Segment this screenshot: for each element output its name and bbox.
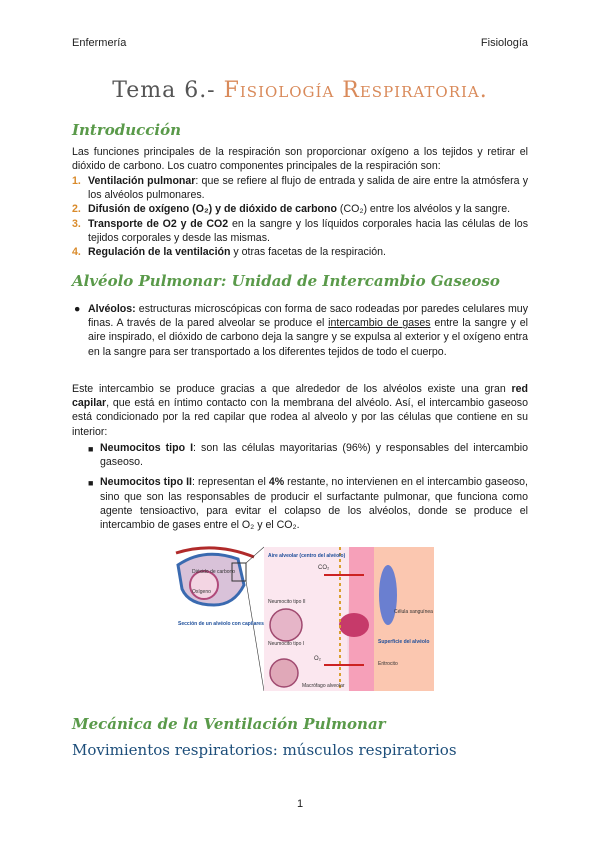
label-eritrocito: Eritrocito: [378, 661, 398, 667]
label-superficie: Superficie del alvéolo: [378, 639, 430, 645]
neumocito-ii-shape: [270, 609, 302, 641]
header-right: Fisiología: [480, 37, 528, 49]
bullet-text: entre la sangre y el aire inspirado, el dióxido de carbono deja la sangre y se expulsa al exterior y el oxígeno entra en la sangre para ser transportado a los diferentes tejidos de todo el cuerpo.: [88, 317, 529, 358]
intro-heading: Introducción: [72, 121, 182, 139]
bullet-bold: Alvéolos:: [88, 303, 136, 315]
list-number: 2.: [72, 203, 81, 216]
list-item-text: y otras facetas de la respiración.: [230, 246, 386, 259]
list-number: 1.: [72, 175, 81, 187]
list-item: [72, 217, 528, 245]
list-item-bold: Transporte de O2 y de CO2: [88, 217, 229, 230]
movimientos-heading: Movimientos respiratorios: músculos respiratorios: [72, 741, 457, 759]
label-macrofago: Macrófago alveolar: [302, 683, 345, 689]
list-number: 4.: [72, 246, 81, 259]
sub-bold: Neumocitos tipo II: [100, 476, 192, 489]
list-item-text: : que se refiere al flujo de entrada y salida de aire entre la atmósfera y los alvéolos pulmonares.: [88, 175, 528, 202]
label-neumocito2: Neumocito tipo II: [268, 599, 306, 605]
list-item: [84, 475, 528, 532]
title-part2: Fisiología Respiratoria.: [223, 78, 488, 103]
sub-text: : son las células mayoritarias (96%) y responsables del intercambio gaseoso.: [100, 442, 528, 469]
square-bullet-icon: ■: [88, 478, 94, 489]
list-number: 3.: [72, 217, 81, 230]
intro-list: [72, 174, 528, 259]
bullet-text: estructuras microscópicas con forma de saco rodeadas por paredes celulares muy finas. A través de la pared alveolar se produce el: [88, 303, 528, 330]
label-neumocito1: Neumocito tipo I: [268, 641, 305, 647]
sub-bold: 4%: [268, 476, 285, 489]
header-left: Enfermería: [72, 37, 127, 49]
page-title: [0, 78, 600, 103]
label-seccion: Sección de un alvéolo con capilares: [178, 621, 264, 627]
list-item-bold: Difusión de oxígeno (O₂) y de dióxido de carbono: [88, 203, 337, 216]
list-item: [72, 202, 528, 216]
intro-paragraph: Las funciones principales de la respiración son proporcionar oxígeno a los tejidos y retirar el dióxido de carbono. Los cuatro componentes principales de la respiración son:: [72, 146, 528, 173]
sub-text: restante, no intervienen en el intercambio gaseoso, sino que son las responsables de producir el surfactante pulmonar, que funciona como agente tensioactivo, para evitar el colapso de los alvéolos, donde se produce el intercambio de gases entre el O₂ y el CO₂.: [100, 476, 528, 532]
alveolo-heading: Alvéolo Pulmonar: Unidad de Intercambio Gaseoso: [72, 272, 500, 290]
list-item-text: (CO₂) entre los alvéolos y la sangre.: [336, 203, 511, 216]
list-item: [72, 245, 528, 259]
alveolus-figure: [174, 545, 436, 693]
list-item-bold: Regulación de la ventilación: [88, 246, 231, 259]
label-aire: Aire alveolar (centro del alvéolo): [268, 553, 346, 559]
bullet-underline: intercambio de gases: [328, 317, 431, 330]
cell-nucleus-shape: [339, 613, 369, 637]
title-part1: Tema 6.-: [112, 78, 224, 103]
sub-bold: Neumocitos tipo I: [100, 442, 194, 454]
label-dioxido: Dióxido de carbono: [192, 569, 236, 575]
square-bullet-icon: ■: [88, 444, 94, 454]
alveolus-illustration: [174, 545, 436, 693]
label-co2: CO₂: [318, 565, 330, 571]
blood-cell-shape: [379, 565, 397, 625]
mecanica-heading: Mecánica de la Ventilación Pulmonar: [72, 715, 386, 733]
label-oxigeno: Oxígeno: [192, 589, 211, 595]
label-o2: O₂: [314, 656, 321, 662]
list-item-text: en la sangre y los líquidos corporales hacia las células de los tejidos corporales y desde las mismas.: [88, 217, 528, 244]
list-item: [72, 302, 528, 359]
alveolo-paragraph: [72, 382, 528, 439]
para-bold: red capilar: [72, 383, 528, 410]
sub-text: : representan el: [192, 476, 269, 489]
para-text: Este intercambio se produce gracias a que alrededor de los alvéolos existe una gran: [72, 383, 512, 395]
bullet-dot-icon: ●: [74, 303, 81, 315]
list-item: [84, 441, 528, 469]
neumocito-list: [84, 441, 528, 532]
label-celula: Célula sanguínea: [394, 609, 433, 615]
page-number: 1: [296, 798, 304, 810]
list-item-bold: Ventilación pulmonar: [88, 175, 196, 187]
para-text: , que está en íntimo contacto con la membrana del alvéolo. Así, el intercambio gaseoso está condicionado por la red capilar que rodea al alveolo y por las células que contiene en su interior:: [72, 397, 528, 438]
macrofago-shape: [270, 659, 298, 687]
list-item: [72, 174, 528, 202]
alveolo-bullet: [72, 302, 528, 359]
